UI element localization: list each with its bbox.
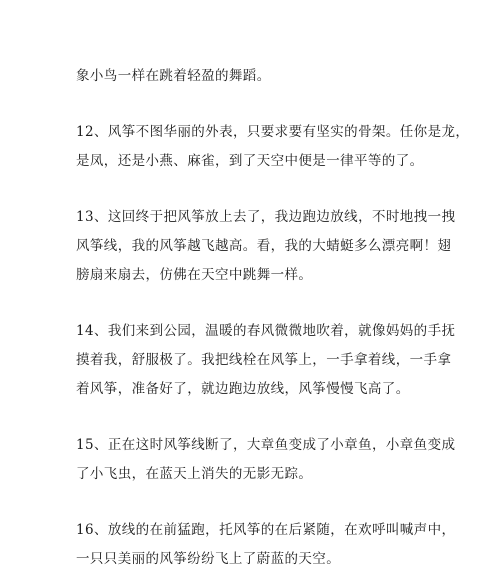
paragraph-15 — [76, 431, 464, 489]
paragraph-gap — [76, 176, 464, 203]
paragraph-14 — [76, 317, 464, 404]
text-line: 12、风筝不图华丽的外表，只要求要有坚实的骨架。任你是龙， — [76, 124, 470, 140]
paragraph-16 — [76, 516, 464, 574]
text-line: 13、这回终于把风筝放上去了，我边跑边放线，不时地拽一拽 — [76, 209, 456, 225]
text-line: 14、我们来到公园，温暖的春风微微地吹着，就像妈妈的手抚 — [76, 323, 456, 339]
text-line: 膀扇来扇去，仿佛在天空中跳舞一样。 — [76, 267, 313, 283]
text-line: 一只只美丽的风筝纷纷飞上了蔚蓝的天空。 — [76, 551, 341, 567]
paragraph-gap — [76, 404, 464, 431]
paragraph-gap — [76, 91, 464, 118]
paragraph-gap — [76, 290, 464, 317]
text-line: 着风筝，准备好了，就边跑边放线，风筝慢慢飞高了。 — [76, 381, 410, 397]
text-line: 象小鸟一样在跳着轻盈的舞蹈。 — [76, 68, 271, 84]
text-line: 15、正在这时风筝线断了，大章鱼变成了小章鱼，小章鱼变成 — [76, 437, 456, 453]
paragraph-gap — [76, 489, 464, 516]
text-line: 摸着我，舒服极了。我把线栓在风筝上，一手拿着线，一手拿 — [76, 352, 452, 368]
paragraph-11-tail — [76, 62, 464, 91]
text-line: 16、放线的在前猛跑，托风筝的在后紧随，在欢呼叫喊声中， — [76, 522, 456, 538]
text-line: 了小飞虫，在蓝天上消失的无影无踪。 — [76, 466, 313, 482]
text-line: 风筝线，我的风筝越飞越高。看，我的大蜻蜓多么漂亮啊！翅 — [76, 238, 452, 254]
text-line: 是凤，还是小燕、麻雀，到了天空中便是一律平等的了。 — [76, 153, 424, 169]
paragraph-13 — [76, 203, 464, 290]
paragraph-12 — [76, 118, 470, 176]
